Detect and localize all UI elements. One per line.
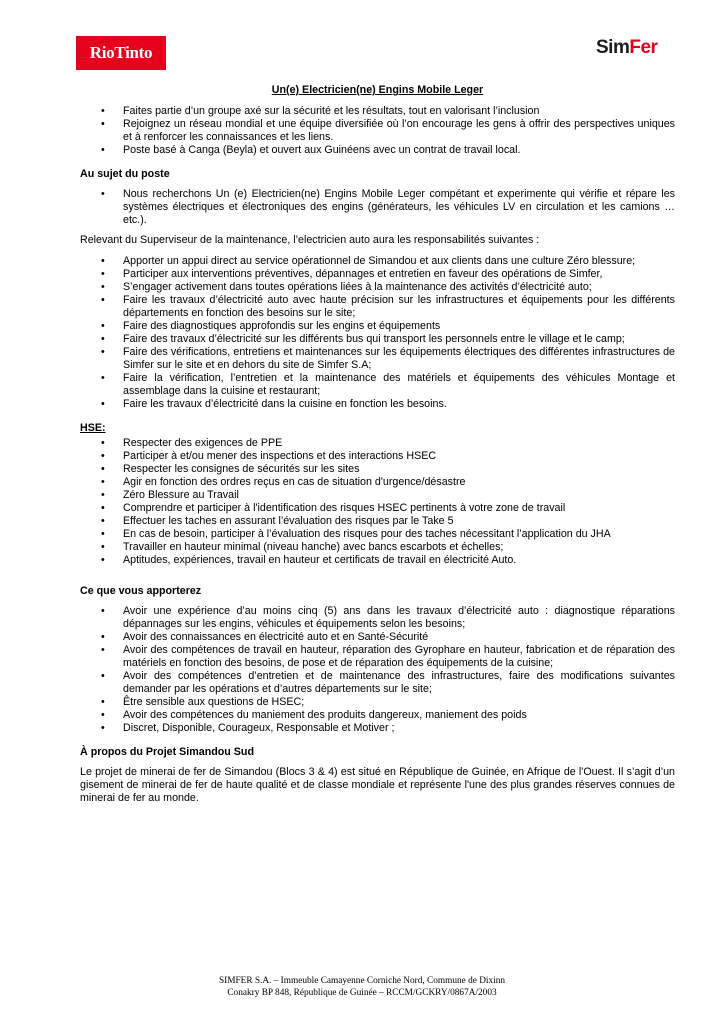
list-item: • Faire des travaux d’électricité sur les différents bus qui transport les personnels entre le village et le camp; — [80, 333, 675, 346]
list-item: • Respecter des exigences de PPE — [80, 437, 675, 450]
list-item: • En cas de besoin, participer à l’évaluation des risques pour des taches nécessitant l’application du JHA — [80, 528, 675, 541]
project-heading: À propos du Projet Simandou Sud — [80, 746, 254, 758]
list-item: • Respecter les consignes de sécurités sur les sites — [80, 463, 675, 476]
job-title: Un(e) Electricien(ne) Engins Mobile Leger — [271, 84, 484, 96]
list-item: • Faites partie d’un groupe axé sur la sécurité et les résultats, tout en valorisant l’inclusion — [80, 105, 675, 118]
list-item: • Avoir des compétences du maniement des produits dangereux, maniement des poids — [80, 709, 675, 722]
about-paragraph: Relevant du Superviseur de la maintenance, l’electricien auto aura les responsabilités suivantes : — [80, 234, 540, 246]
footer — [0, 976, 724, 999]
responsibilities-list — [80, 255, 675, 411]
document-body — [80, 84, 675, 813]
footer-line-1: SIMFER S.A. – Immeuble Camayenne Corniche Nord, Commune de Dixinn — [218, 976, 506, 986]
list-item: • Rejoignez un réseau mondial et une équipe diversifiée où l’on encourage les gens à offrir des perspectives uniques et à renforcer les connaissances et les liens. — [80, 118, 675, 144]
list-item: • Faire la vérification, l’entretien et la maintenance des matériels et équipements des véhicules Montage et assemblage dans la cuisine et restaurant; — [80, 372, 675, 398]
list-item: • Comprendre et participer à l'identification des risques HSEC pertinents à votre zone de travail — [80, 502, 675, 515]
list-item: • Apporter un appui direct au service opérationnel de Simandou et aux clients dans une culture Zéro blessure; — [80, 255, 675, 268]
list-item: • Avoir des compétences de travail en hauteur, réparation des Gyrophare en hauteur, fabrication et de réparation des matériels en fonction des besoins, de pose et de réparation des équipements de la cuisine; — [80, 644, 675, 670]
list-item: • Discret, Disponible, Courageux, Responsable et Motiver ; — [80, 722, 675, 735]
list-item: • Zéro Blessure au Travail — [80, 489, 675, 502]
list-item: • Participer aux interventions préventives, dépannages et entretien en faveur des opérations de Simfer, — [80, 268, 675, 281]
about-heading: Au sujet du poste — [80, 168, 170, 180]
bring-list — [80, 605, 675, 735]
list-item: • Avoir des connaissances en électricité auto et en Santé-Sécurité — [80, 631, 675, 644]
list-item: • Faire des diagnostiques approfondis sur les engins et équipements — [80, 320, 675, 333]
list-item: • Avoir une expérience d’au moins cinq (5) ans dans les travaux d’électricité auto : diagnostique réparations dépannages sur les engins, véhicules et équipements selon les besoins; — [80, 605, 675, 631]
hse-list — [80, 437, 675, 567]
rio-tinto-logo: RioTinto — [76, 36, 166, 70]
hse-heading: HSE: — [80, 422, 106, 434]
list-item: • Faire les travaux d’électricité auto avec haute précision sur les infrastructures et équipements pour les différents départements en fonction des besoins sur le site; — [80, 294, 675, 320]
project-paragraph: Le projet de minerai de fer de Simandou (Blocs 3 & 4) est situé en République de Guinée, en Afrique de l'Ouest. Il s’agit d’un gisement de minerai de fer de haute qualité et de classe mondiale et représente l'une des plus grandes réserves connues de minerai de fer au monde. — [80, 766, 675, 804]
about-list — [80, 188, 675, 227]
list-item: • Aptitudes, expériences, travail en hauteur et certificats de travail en électricité Auto. — [80, 554, 675, 567]
simfer-logo-sim: Sim — [596, 37, 630, 58]
list-item: • Travailler en hauteur minimal (niveau hanche) avec bancs escarbots et échelles; — [80, 541, 675, 554]
list-item: • Avoir des compétences d’entretien et de maintenance des infrastructures, faire des modifications suivantes demander par les opérations et d’autres départements sur le site; — [80, 670, 675, 696]
list-item: • Être sensible aux questions de HSEC; — [80, 696, 675, 709]
list-item: • S’engager activement dans toutes opérations liées à la maintenance des activités d’électricité auto; — [80, 281, 675, 294]
list-item: • Participer à et/ou mener des inspections et des interactions HSEC — [80, 450, 675, 463]
list-item: • Poste basé à Canga (Beyla) et ouvert aux Guinéens avec un contrat de travail local. — [80, 144, 675, 157]
list-item: • Nous recherchons Un (e) Electricien(ne) Engins Mobile Leger compétant et experimente qui vérifie et répare les systèmes électriques et électroniques des engins (générateurs, les véhicules LV en circulation et les camions …etc.). — [80, 188, 675, 227]
footer-line-2: Conakry BP 848, République de Guinée – RCCM/GCKRY/0867A/2003 — [227, 987, 497, 998]
list-item: • Agir en fonction des ordres reçus en cas de situation d'urgence/désastre — [80, 476, 675, 489]
list-item: • Faire les travaux d’électricité dans la cuisine en fonction les besoins. — [80, 398, 675, 411]
simfer-logo-fer: Fer — [629, 37, 658, 58]
bring-heading: Ce que vous apporterez — [80, 585, 202, 597]
intro-list — [80, 105, 675, 157]
simfer-logo — [596, 37, 657, 59]
list-item: • Faire des vérifications, entretiens et maintenances sur les équipements électriques des différentes infrastructures de Simfer sur le site et en dehors du site de Simfer S.A; — [80, 346, 675, 372]
list-item: • Effectuer les taches en assurant l’évaluation des risques par le Take 5 — [80, 515, 675, 528]
